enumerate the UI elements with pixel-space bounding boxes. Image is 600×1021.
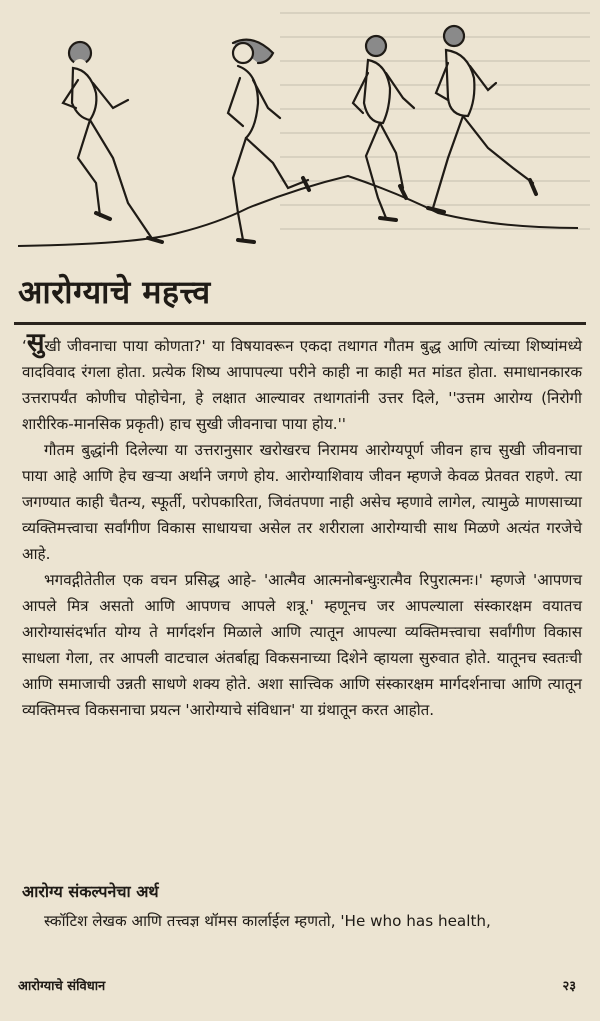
runner-figure-4 bbox=[428, 26, 536, 212]
section-subheading: आरोग्य संकल्पनेचा अर्थ bbox=[22, 882, 159, 901]
paragraph-2: गौतम बुद्धांनी दिलेल्या या उत्तरानुसार खरोखरच निरामय आरोग्यपूर्ण जीवन हाच सुखी जीवनाचा पाया आहे आणि हेच खऱ्या अर्थाने जगणे होय. आरोग्याशिवाय जीवन म्हणजे केवळ प्रेतवत राहणे. त्या जगण्यात काही चैतन्य, स्फूर्ती, परोपकारिता, जिवंतपणा नाही असेच म्हणावे लागेल, त्यामुळे माणसाच्या व्यक्तिमत्त्वाचा सर्वांगीण विकास साधायचा असेल तर शरीराला आरोग्याची साथ मिळणे अत्यंत गरजेचे आहे. bbox=[22, 441, 582, 563]
runners-illustration bbox=[18, 8, 578, 258]
body-text bbox=[22, 330, 582, 723]
footer-book-title: आरोग्याचे संविधान bbox=[18, 979, 106, 994]
runner-figure-1 bbox=[63, 42, 162, 242]
paragraph-1-text: खी जीवनाचा पाया कोणता?' या विषयावरून एकदा तथागत गौतम बुद्ध आणि त्यांच्या शिष्यांमध्ये वादविवाद रंगला होता. प्रत्येक शिष्य आपापल्या परीने काही ना काही मत मांडत होता. समाधानकारक उत्तरापर्यंत कोणीच पोहोचेना, हे लक्षात आल्यावर तथागतांनी उत्तर दिले, ''उत्तम आरोग्य (निरोगी शारीरिक-मानसिक प्रकृती) हाच सुखी जीवनाचा पाया होय.'' bbox=[22, 337, 582, 433]
page-number: २३ bbox=[562, 979, 576, 994]
paragraph-1: ‘सुखी जीवनाचा पाया कोणता?' या विषयावरून एकदा तथागत गौतम बुद्ध आणि त्यांच्या शिष्यांमध्ये वादविवाद रंगला होता. प्रत्येक शिष्य आपापल्या परीने काही ना काही मत मांडत होता. समाधानकारक उत्तरापर्यंत कोणीच पोहोचेना, हे लक्षात आल्यावर तथागतांनी उत्तर दिले, ''उत्तम आरोग्य (निरोगी शारीरिक-मानसिक प्रकृती) हाच सुखी जीवनाचा पाया होय.'' bbox=[22, 328, 582, 433]
drop-cap: सु bbox=[26, 328, 45, 358]
ground-line bbox=[18, 176, 578, 246]
runner-figure-3 bbox=[353, 36, 414, 220]
paragraph-3: भगवद्गीतेतील एक वचन प्रसिद्ध आहे- 'आत्मैव आत्मनोबन्धुःरात्मैव रिपुरात्मनः।' म्हणजे 'आपणच आपले मित्र असतो आणि आपणच आपले शत्रू.' म्हणूनच जर आपल्याला संस्कारक्षम वयातच आरोग्यासंदर्भात योग्य ते मार्गदर्शन मिळाले आणि त्यातून आपल्या व्यक्तिमत्त्वाचा सर्वांगीण विकास साधला गेला, तर आपली वाटचाल अंतर्बाह्य विकसनाच्या दिशेने व्हायला सुरुवात होते. यातूनच स्वतःची आणि समाजाची उन्नती साधणे शक्य होते. अशा सात्त्विक आणि संस्कारक्षम मार्गदर्शनाचा आणि त्यातून व्यक्तिमत्त्व विकसनाचा प्रयत्न 'आरोग्याचे संविधान' या ग्रंथातून करत आहोत. bbox=[22, 571, 582, 719]
chapter-heading: आरोग्याचे महत्त्व bbox=[18, 273, 211, 311]
section-paragraph: स्कॉटिश लेखक आणि तत्त्वज्ञ थॉमस कार्लाईल म्हणतो, 'He who has health, bbox=[44, 912, 491, 930]
heading-underline bbox=[14, 322, 586, 325]
